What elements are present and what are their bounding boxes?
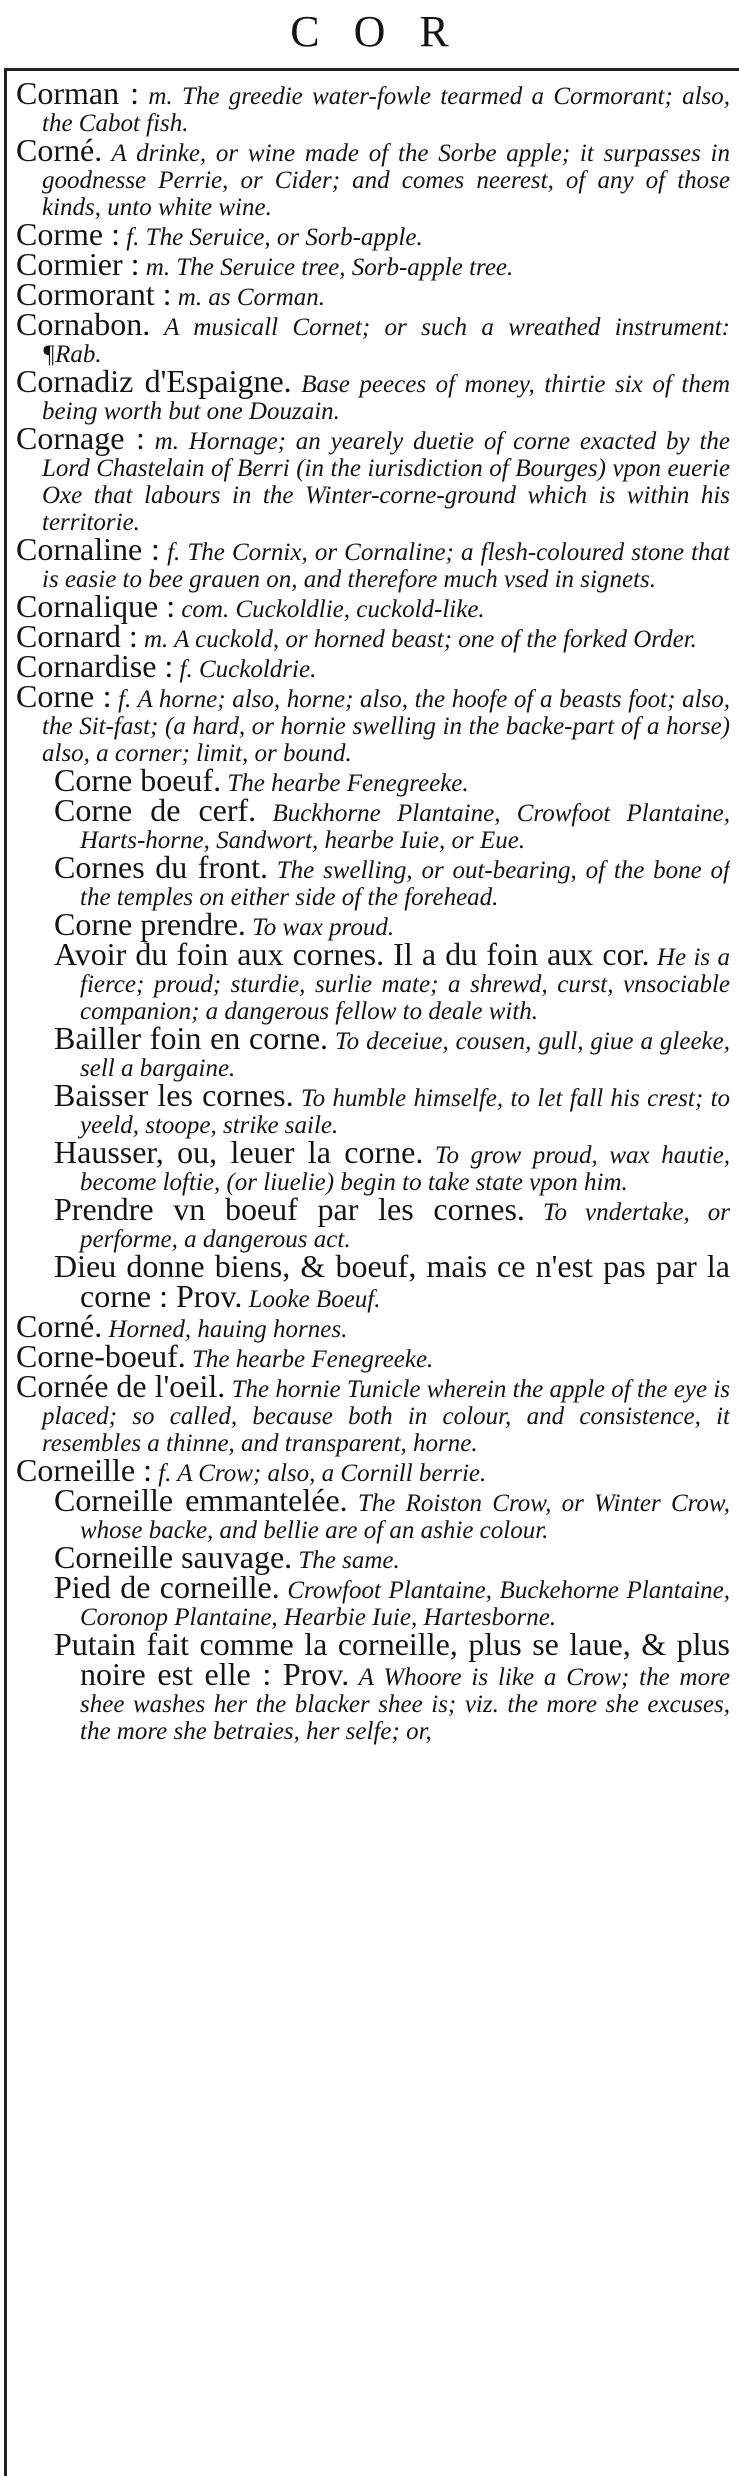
entry-headword: Baisser les cornes. — [54, 1077, 294, 1113]
entry-headword: Putain fait comme la corneille, plus se laue, & plus noire est elle : Prov. — [54, 1626, 730, 1692]
entry-headword: Avoir du foin aux cornes. Il a du foin aux cor. — [54, 936, 650, 972]
sub-entry — [54, 849, 730, 911]
entry-headword: Cornadiz d'Espaigne. — [16, 363, 292, 399]
entry-gloss: Horned, hauing hornes. — [102, 1316, 348, 1343]
entry-headword: Cormorant : — [16, 276, 172, 312]
entry-headword: Corme : — [16, 216, 120, 252]
entry-gloss: f. A Crow; also, a Cornill berrie. — [151, 1460, 487, 1487]
sub-entry — [54, 792, 730, 854]
entry-gloss: m. Hornage; an yearely duetie of corne exacted by the Lord Chastelain of Berri (in the iurisdiction of Bourges) vpon euerie Oxe that labours in the Winter-corne-ground which is within his territorie. — [42, 428, 730, 536]
entry-headword: Dieu donne biens, & boeuf, mais ce n'est pas par la corne : Prov. — [54, 1248, 730, 1314]
entry-gloss: m. The Seruice tree, Sorb-apple tree. — [139, 254, 514, 281]
entry-gloss: Crowfoot Plantaine, Buckehorne Plantaine, Coronop Plantaine, Hearbie Iuie, Hartesborne. — [80, 1577, 730, 1631]
entry-gloss: m. A cuckold, or horned beast; one of the forked Order. — [137, 626, 697, 653]
entry-gloss: To wax proud. — [245, 914, 395, 941]
entry-headword: Cornage : — [16, 420, 145, 456]
dictionary-entry — [16, 132, 730, 221]
entry-headword: Corne boeuf. — [54, 762, 222, 798]
sub-entry — [54, 1077, 730, 1139]
entry-gloss: f. The Seruice, or Sorb-apple. — [119, 224, 423, 251]
dictionary-entry — [16, 531, 730, 593]
entry-headword: Corne prendre. — [54, 906, 246, 942]
entry-gloss: To deceiue, cousen, gull, giue a gleeke, sell a bargaine. — [80, 1028, 730, 1082]
entry-gloss: f. The Cornix, or Cornaline; a flesh-coloured stone that is easie to bee grauen on, and therefore much vsed in signets. — [42, 539, 730, 593]
entry-gloss: f. Cuckoldrie. — [173, 656, 317, 683]
entry-gloss: The Roiston Crow, or Winter Crow, whose backe, and bellie are of an ashie colour. — [80, 1490, 730, 1544]
entry-gloss: A musicall Cornet; or such a wreathed instrument: ¶Rab. — [42, 314, 730, 368]
entry-headword: Cornabon. — [16, 306, 151, 342]
entry-gloss: To humble himselfe, to let fall his crest; to yeeld, stoope, strike saile. — [80, 1085, 730, 1139]
dictionary-entry — [16, 420, 730, 536]
entry-headword: Corne : — [16, 678, 112, 714]
dictionary-entry — [16, 1368, 730, 1457]
entry-headword: Cornes du front. — [54, 849, 268, 885]
sub-entry — [54, 1134, 730, 1196]
dictionary-entry — [16, 80, 730, 137]
entry-gloss: m. as Corman. — [171, 284, 326, 311]
entry-gloss: To grow proud, wax hautie, become loftie, (or liuelie) begin to take state vpon him. — [80, 1142, 730, 1196]
sub-entry — [54, 1569, 730, 1631]
entry-gloss: The swelling, or out-bearing, of the bone of the temples on either side of the forehead. — [80, 857, 730, 911]
entry-headword: Bailler foin en corne. — [54, 1020, 329, 1056]
entry-headword: Hausser, ou, leuer la corne. — [54, 1134, 424, 1170]
dictionary-entry — [16, 648, 730, 684]
entry-gloss: To vndertake, or performe, a dangerous act. — [80, 1199, 730, 1253]
left-column-rule — [4, 68, 7, 2476]
entry-gloss: com. Cuckoldlie, cuckold-like. — [175, 596, 485, 623]
entry-headword: Cornardise : — [16, 648, 174, 684]
entry-gloss: Looke Boeuf. — [242, 1286, 381, 1313]
entry-headword: Cormier : — [16, 246, 140, 282]
entry-headword: Cornée de l'oeil. — [16, 1368, 226, 1404]
sub-entry — [54, 936, 730, 1025]
entry-headword: Corman : — [16, 80, 140, 111]
top-rule — [4, 68, 739, 71]
sub-entry — [54, 1248, 730, 1314]
entry-gloss: Base peeces of money, thirtie six of them being worth but one Douzain. — [42, 371, 730, 425]
entry-gloss: The hearbe Fenegreeke. — [185, 1346, 434, 1373]
entry-gloss: The same. — [292, 1547, 400, 1574]
entry-headword: Corneille : — [16, 1452, 152, 1488]
entry-headword: Corneille emmantelée. — [54, 1482, 348, 1518]
entry-headword: Corné. — [16, 1308, 103, 1344]
entry-gloss: He is a fierce; proud; sturdie, surlie mate; a shrewd, curst, vnsociable companion; a dangerous fellow to deale with. — [80, 944, 730, 1025]
entry-list — [16, 80, 730, 2470]
entry-headword: Corné. — [16, 132, 103, 168]
sub-entry — [54, 1482, 730, 1544]
dictionary-entry — [16, 678, 730, 767]
entry-headword: Cornalique : — [16, 588, 176, 624]
entry-gloss: f. A horne; also, horne; also, the hoofe of a beasts foot; also, the Sit-fast; (a hard, or hornie swelling in the backe-part of a horse) also, a corner; limit, or bound. — [42, 686, 730, 767]
entry-gloss: A Whoore is like a Crow; the more shee washes her the blacker shee is; viz. the more she excuses, the more she betraies, her selfe; or, — [80, 1664, 730, 1745]
entry-gloss: The hearbe Fenegreeke. — [221, 770, 469, 797]
dictionary-entry — [16, 363, 730, 425]
entry-headword: Cornaline : — [16, 531, 160, 567]
sub-entry — [54, 1020, 730, 1082]
sub-entry — [54, 1626, 730, 1745]
entry-headword: Prendre vn boeuf par les cornes. — [54, 1191, 525, 1227]
dictionary-entry — [16, 306, 730, 368]
entry-headword: Corne-boeuf. — [16, 1338, 186, 1374]
entry-headword: Cornard : — [16, 618, 138, 654]
entry-gloss: The hornie Tunicle wherein the apple of the eye is placed; so called, because both in colour, and consistence, it resembles a thinne, and transparent, horne. — [42, 1376, 730, 1457]
entry-gloss: m. The greedie water-fowle tearmed a Cormorant; also, the Cabot fish. — [42, 83, 730, 137]
sub-entry — [54, 1191, 730, 1253]
entry-headword: Pied de corneille. — [54, 1569, 280, 1605]
entry-headword: Corne de cerf. — [54, 792, 257, 828]
running-head: COR — [290, 7, 483, 56]
entry-headword: Corneille sauvage. — [54, 1539, 293, 1575]
entry-gloss: A drinke, or wine made of the Sorbe apple; it surpasses in goodnesse Perrie, or Cider; and comes neerest, of any of those kinds, unto white wine. — [42, 140, 730, 221]
entry-gloss: Buckhorne Plantaine, Crowfoot Plantaine, Harts-horne, Sandwort, hearbe Iuie, or Eue. — [80, 800, 730, 854]
